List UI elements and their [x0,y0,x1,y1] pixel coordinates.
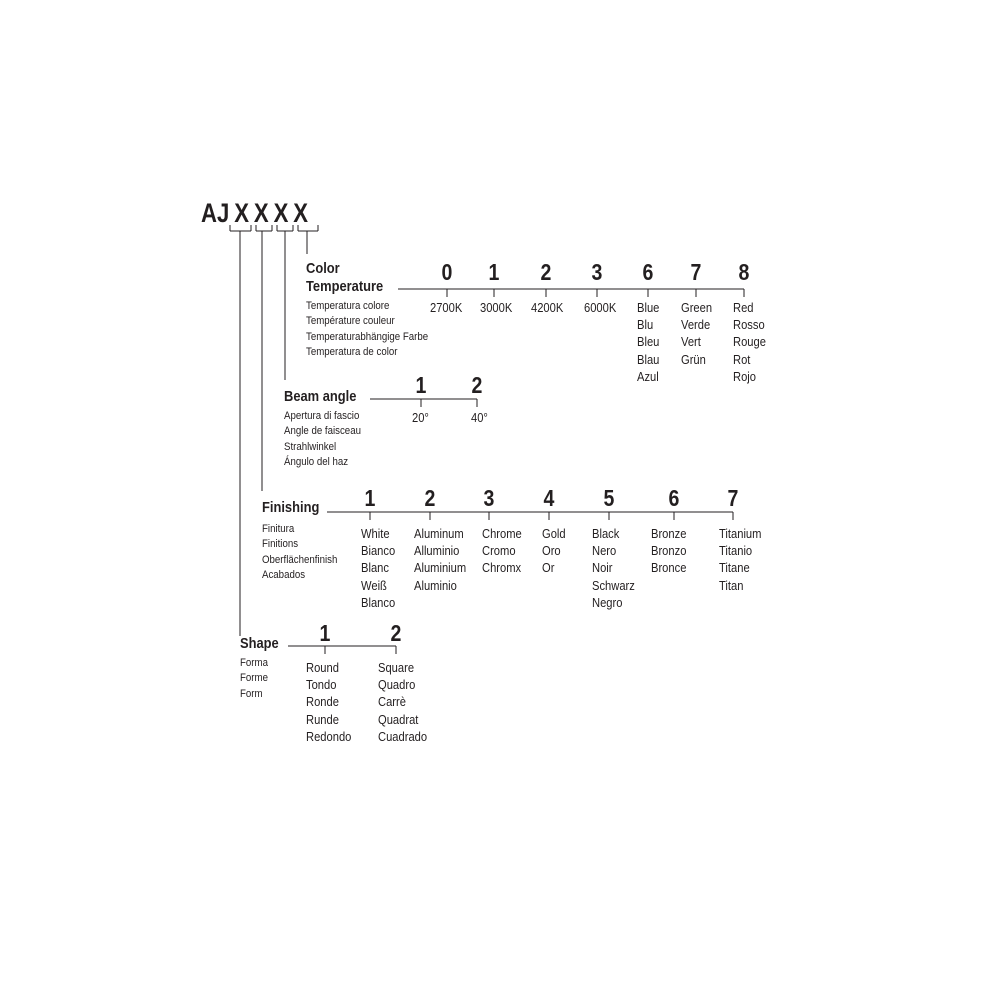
color_temperature-option-label: Rojo [733,368,757,384]
color_temperature-option-label: 3000K [480,300,513,315]
beam_angle-option-label: 20° [412,410,429,425]
finishing-option-code: 4 [543,485,555,511]
finishing-option-label: Titanium [719,526,762,541]
shape-option-label: Round [306,660,339,675]
finishing-option-label: Bronzo [651,543,687,559]
finishing-option-label: Blanco [361,594,396,610]
shape-option-label: Runde [306,711,339,727]
color_temperature-option-label: 2700K [430,300,463,315]
finishing-option-code: 7 [727,485,739,511]
code-placeholder-shape: X [234,198,249,228]
finishing-option-labels [482,525,522,577]
color_temperature-option-labels [733,299,766,385]
beam-angle-translations: Apertura di fascio Angle de faisceau Strahlwinkel Ángulo del haz [284,410,361,468]
color_temperature-option-label: Blue [637,300,660,315]
color_temperature-option-labels [430,299,462,316]
code-placeholder-beam-angle: X [273,198,289,228]
finishing-option-label: Chrome [482,526,522,541]
finishing-option-code: 2 [424,485,436,511]
color_temperature-option-label: Grün [681,351,706,367]
finishing-option-label: Blanc [361,560,389,576]
shape-option-code: 1 [319,620,331,646]
finishing-option-label: Bianco [361,543,396,559]
beam_angle-option-labels [412,409,429,426]
finishing-option-label: Negro [592,594,623,610]
shape-option-labels [306,659,351,745]
finishing-option-label: Cromo [482,543,516,559]
finishing-option-labels [592,525,635,611]
color_temperature-option-code: 2 [540,259,552,285]
color-temperature-translations: Temperatura colore Température couleur Temperaturabhängige Farbe Temperatura de color [306,300,429,358]
finishing-option-labels [414,525,466,594]
color_temperature-option-labels [584,299,616,316]
finishing-option-label: Or [542,560,555,576]
color_temperature-option-code: 3 [591,259,603,285]
shape-option-label: Square [378,660,415,675]
color_temperature-option-labels [681,299,712,368]
shape-option-label: Cuadrado [378,728,428,744]
finishing-option-code: 1 [364,485,376,511]
color_temperature-option-code: 6 [642,259,654,285]
finishing-option-label: Aluminium [414,560,467,576]
finishing-option-label: Bronce [651,560,687,576]
color-temperature-title: Color Temperature [306,260,384,295]
finishing-option-label: Oro [542,543,561,559]
shape-translations: Forma Forme Form [240,657,268,700]
finishing-option-label: Nero [592,543,617,559]
finishing-option-label: Aluminum [414,526,464,541]
color_temperature-option-code: 0 [441,259,453,285]
beam-angle-title: Beam angle [284,388,357,405]
beam_angle-option-code: 1 [415,372,427,398]
beam_angle-option-code: 2 [471,372,483,398]
shape-title: Shape [240,635,279,652]
shape-option-label: Tondo [306,677,337,693]
color_temperature-option-label: 4200K [531,300,564,315]
finishing-option-labels [542,525,566,577]
code-placeholder-color-temperature: X [293,198,309,228]
shape-option-label: Quadrat [378,711,419,727]
color_temperature-option-code: 8 [738,259,750,285]
finishing-option-labels [361,525,395,611]
finishing-option-label: Gold [542,526,566,541]
shape-option-label: Ronde [306,694,339,710]
color_temperature-option-labels [480,299,512,316]
finishing-option-label: Alluminio [414,543,460,559]
shape-option-label: Redondo [306,728,352,744]
shape-option-labels [378,659,427,745]
finishing-title: Finishing [262,499,320,516]
color_temperature-option-label: 6000K [584,300,617,315]
finishing-option-label: White [361,526,390,541]
color_temperature-option-labels [637,299,659,385]
finishing-option-label: Titanio [719,543,753,559]
color_temperature-option-code: 1 [488,259,500,285]
finishing-option-label: Titane [719,560,750,576]
product-code [201,198,308,229]
color_temperature-option-label: Rouge [733,334,766,350]
finishing-option-code: 3 [483,485,495,511]
color_temperature-option-label: Blu [637,317,654,333]
finishing-option-label: Black [592,526,620,541]
color_temperature-option-label: Vert [681,334,701,350]
shape-option-code: 2 [390,620,402,646]
finishing-option-label: Schwarz [592,577,635,593]
finishing-option-code: 5 [603,485,615,511]
color_temperature-option-label: Rot [733,351,751,367]
shape-option-label: Carrè [378,694,406,710]
code-prefix: AJ [201,198,230,228]
color_temperature-option-label: Bleu [637,334,660,350]
color_temperature-option-label: Verde [681,317,711,333]
finishing-option-label: Noir [592,560,613,576]
color_temperature-option-labels [531,299,563,316]
color_temperature-option-code: 7 [690,259,702,285]
finishing-option-label: Weiß [361,577,387,593]
shape-option-label: Quadro [378,677,416,693]
color_temperature-option-label: Green [681,300,713,315]
color_temperature-option-label: Blau [637,351,660,367]
code-placeholder-finishing: X [253,198,269,228]
finishing-translations: Finitura Finitions Oberflächenfinish Acabados [262,523,338,581]
finishing-option-labels [719,525,761,594]
beam_angle-option-label: 40° [471,410,488,425]
color_temperature-option-label: Azul [637,368,659,384]
color_temperature-option-label: Rosso [733,317,765,333]
finishing-option-label: Chromx [482,560,522,576]
finishing-option-label: Aluminio [414,577,457,593]
beam_angle-option-labels [471,409,488,426]
finishing-option-label: Bronze [651,526,687,541]
finishing-option-label: Titan [719,577,744,593]
finishing-option-labels [651,525,686,577]
color_temperature-option-label: Red [733,300,754,315]
finishing-option-code: 6 [668,485,680,511]
